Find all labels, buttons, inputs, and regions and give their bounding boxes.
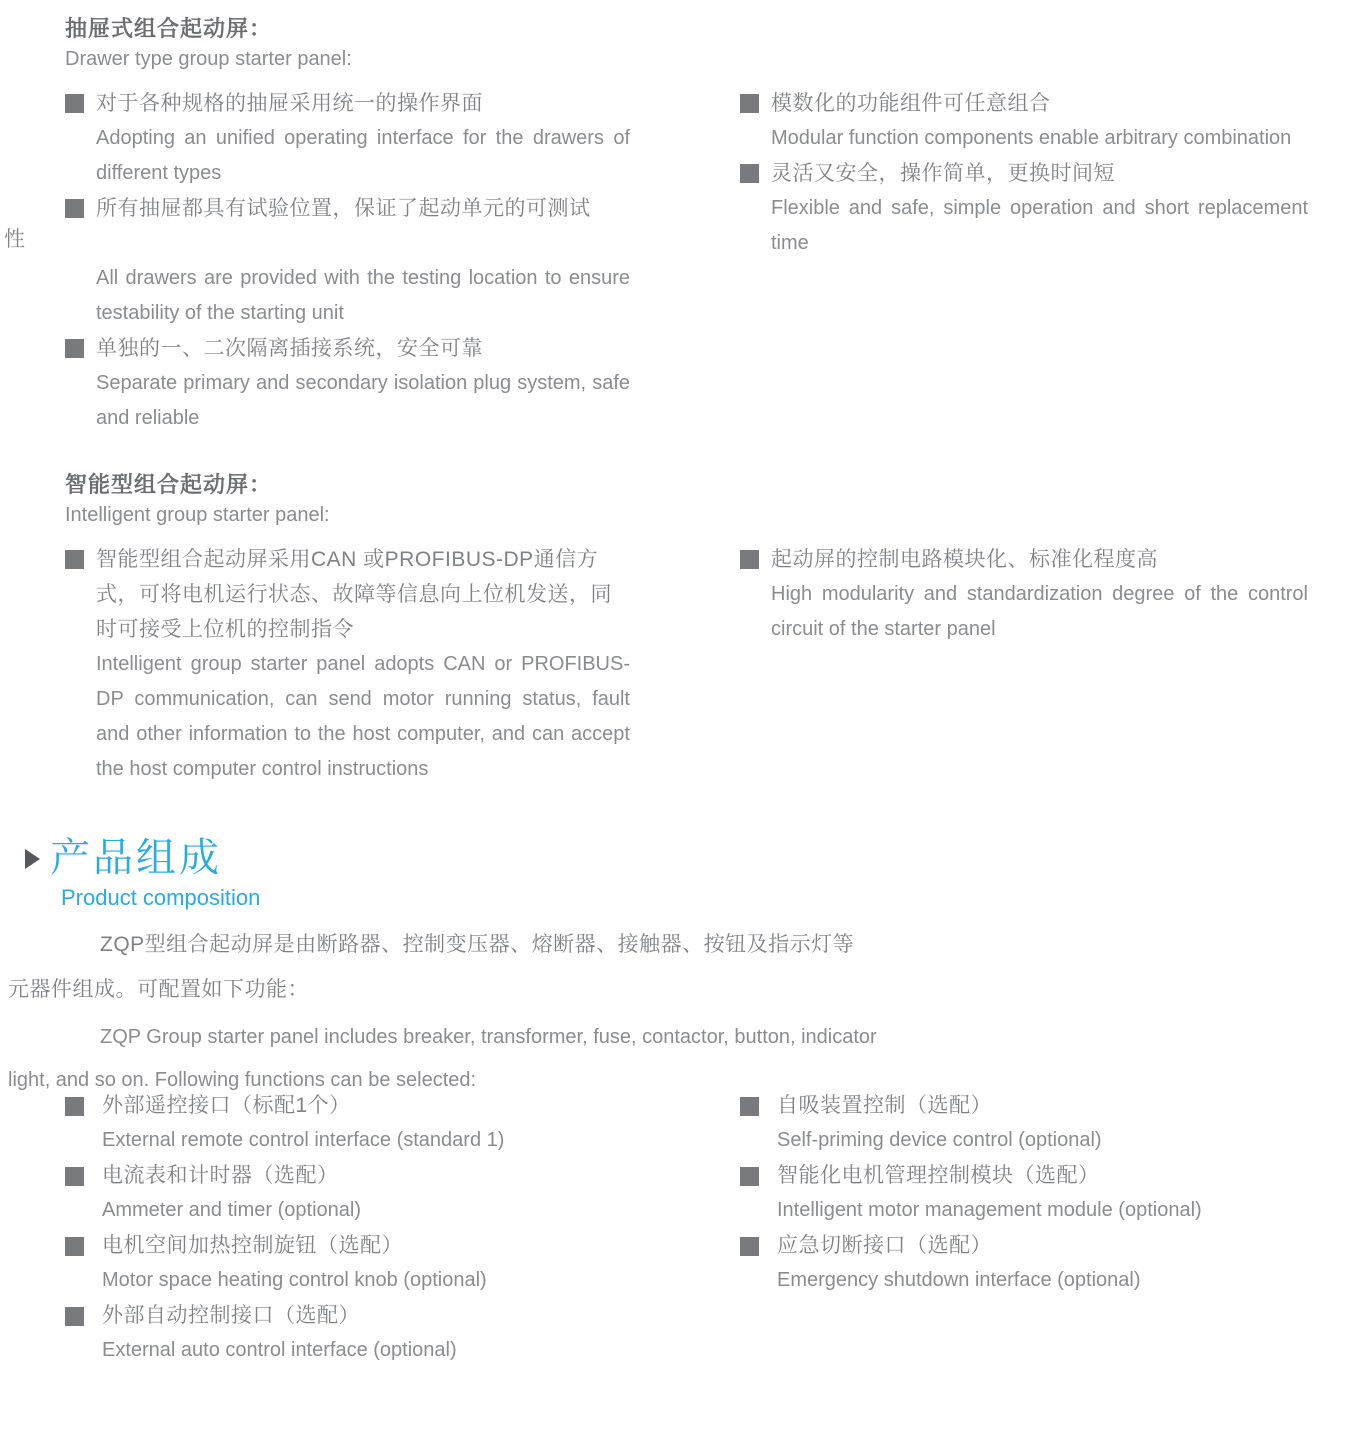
list-item — [740, 1158, 1349, 1228]
section-arrow-icon — [25, 849, 40, 869]
bullet-text-en: Intelligent group starter panel adopts CAN or PROFIBUS-DP communication, can send motor running status, fault and other information to the host computer, and can accept the host computer control instructions — [96, 653, 630, 780]
composition-left-column — [65, 1088, 685, 1368]
list-item — [740, 156, 1308, 261]
feature-text-en: Ammeter and timer (optional) — [102, 1199, 361, 1221]
list-item — [65, 191, 630, 331]
drawer-left-bullet-list — [65, 86, 630, 436]
bullet-square-icon — [740, 94, 759, 113]
feature-text-zh: 电机空间加热控制旋钮（选配） — [102, 1234, 403, 1257]
composition-heading-en: Product composition — [61, 885, 261, 910]
bullet-text-zh: 灵活又安全，操作简单，更换时间短 — [771, 162, 1115, 185]
feature-text-en: Emergency shutdown interface (optional) — [777, 1269, 1141, 1291]
bullet-square-icon — [65, 1307, 84, 1326]
feature-text-zh: 自吸装置控制（选配） — [777, 1094, 992, 1117]
list-item — [65, 542, 630, 787]
bullet-text-en: Flexible and safe, simple operation and short replacement time — [771, 197, 1308, 254]
bullet-square-icon — [65, 550, 84, 569]
bullet-text-en: Separate primary and secondary isolation plug system, safe and reliable — [96, 372, 630, 429]
composition-intro — [8, 922, 913, 1098]
intro-paragraph-en-line2: light, and so on. Following functions can be selected: — [8, 1069, 477, 1091]
list-item — [740, 542, 1308, 647]
bullet-text-zh: 智能型组合起动屏采用CAN 或PROFIBUS-DP通信方式，可将电机运行状态、故障等信息向上位机发送，同时可接受上位机的控制指令 — [96, 548, 612, 641]
list-item — [65, 1158, 685, 1228]
bullet-square-icon — [65, 339, 84, 358]
feature-text-zh: 智能化电机管理控制模块（选配） — [777, 1164, 1100, 1187]
bullet-square-icon — [65, 1167, 84, 1186]
bullet-text-zh: 所有抽屉都具有试验位置，保证了起动单元的可测试 — [96, 197, 591, 220]
feature-text-zh: 电流表和计时器（选配） — [102, 1164, 339, 1187]
bullet-text-zh: 对于各种规格的抽屉采用统一的操作界面 — [96, 92, 483, 115]
bullet-square-icon — [740, 1167, 759, 1186]
composition-right-column — [740, 1088, 1349, 1298]
bullet-square-icon — [65, 94, 84, 113]
intro-paragraph-zh-line2: 元器件组成。可配置如下功能： — [8, 978, 309, 1001]
feature-text-zh: 应急切断接口（选配） — [777, 1234, 992, 1257]
intelligent-section-left-column — [65, 470, 630, 787]
list-item — [65, 1298, 685, 1368]
bullet-square-icon — [740, 550, 759, 569]
drawer-section-left-column — [65, 14, 630, 436]
list-item — [740, 1088, 1349, 1158]
composition-heading-text — [40, 832, 260, 912]
intro-paragraph-en-line1: ZQP Group starter panel includes breaker, transformer, fuse, contactor, button, indicator — [100, 1026, 877, 1048]
list-item — [65, 331, 630, 436]
drawer-section-right-column — [740, 86, 1308, 261]
bullet-text-en: High modularity and standardization degree of the control circuit of the starter panel — [771, 583, 1308, 640]
drawer-section-title-en: Drawer type group starter panel: — [65, 48, 352, 70]
bullet-square-icon — [740, 1097, 759, 1116]
bullet-square-icon — [740, 1237, 759, 1256]
intelligent-section-title-zh: 智能型组合起动屏： — [65, 472, 273, 497]
list-item — [740, 1228, 1349, 1298]
feature-text-en: Self-priming device control (optional) — [777, 1129, 1102, 1151]
intro-paragraph-zh-line1: ZQP型组合起动屏是由断路器、控制变压器、熔断器、接触器、按钮及指示灯等 — [100, 933, 855, 956]
bullet-square-icon — [65, 199, 84, 218]
feature-text-en: Motor space heating control knob (optional) — [102, 1269, 487, 1291]
feature-text-en: External auto control interface (optional) — [102, 1339, 457, 1361]
bullet-text-zh: 单独的一、二次隔离插接系统，安全可靠 — [96, 337, 483, 360]
bullet-text-zh: 模数化的功能组件可任意组合 — [771, 92, 1051, 115]
list-item — [65, 86, 630, 191]
bullet-square-icon — [65, 1237, 84, 1256]
bullet-text-en: Adopting an unified operating interface for the drawers of different types — [96, 127, 630, 184]
feature-text-zh: 外部遥控接口（标配1个） — [102, 1094, 351, 1117]
composition-heading — [25, 832, 260, 912]
feature-text-en: External remote control interface (standard 1) — [102, 1129, 505, 1151]
composition-heading-zh: 产品组成 — [50, 836, 222, 880]
bullet-text-en: Modular function components enable arbitrary combination — [771, 127, 1292, 149]
list-item — [65, 1088, 685, 1158]
bullet-square-icon — [65, 1097, 84, 1116]
feature-text-en: Intelligent motor management module (optional) — [777, 1199, 1202, 1221]
bullet-text-en: All drawers are provided with the testing location to ensure testability of the starting unit — [96, 267, 630, 324]
drawer-section-title-zh: 抽屉式组合起动屏： — [65, 16, 273, 41]
feature-text-zh: 外部自动控制接口（选配） — [102, 1304, 360, 1327]
list-item — [740, 86, 1308, 156]
bullet-text-zh: 起动屏的控制电路模块化、标准化程度高 — [771, 548, 1158, 571]
bullet-square-icon — [740, 164, 759, 183]
intelligent-section-right-column — [740, 542, 1308, 647]
hanging-wrap-character: 性 — [4, 228, 25, 251]
intelligent-section-title-en: Intelligent group starter panel: — [65, 504, 330, 526]
intelligent-left-bullet-list — [65, 542, 630, 787]
wrapped-line-spacer — [96, 226, 630, 261]
list-item — [65, 1228, 685, 1298]
